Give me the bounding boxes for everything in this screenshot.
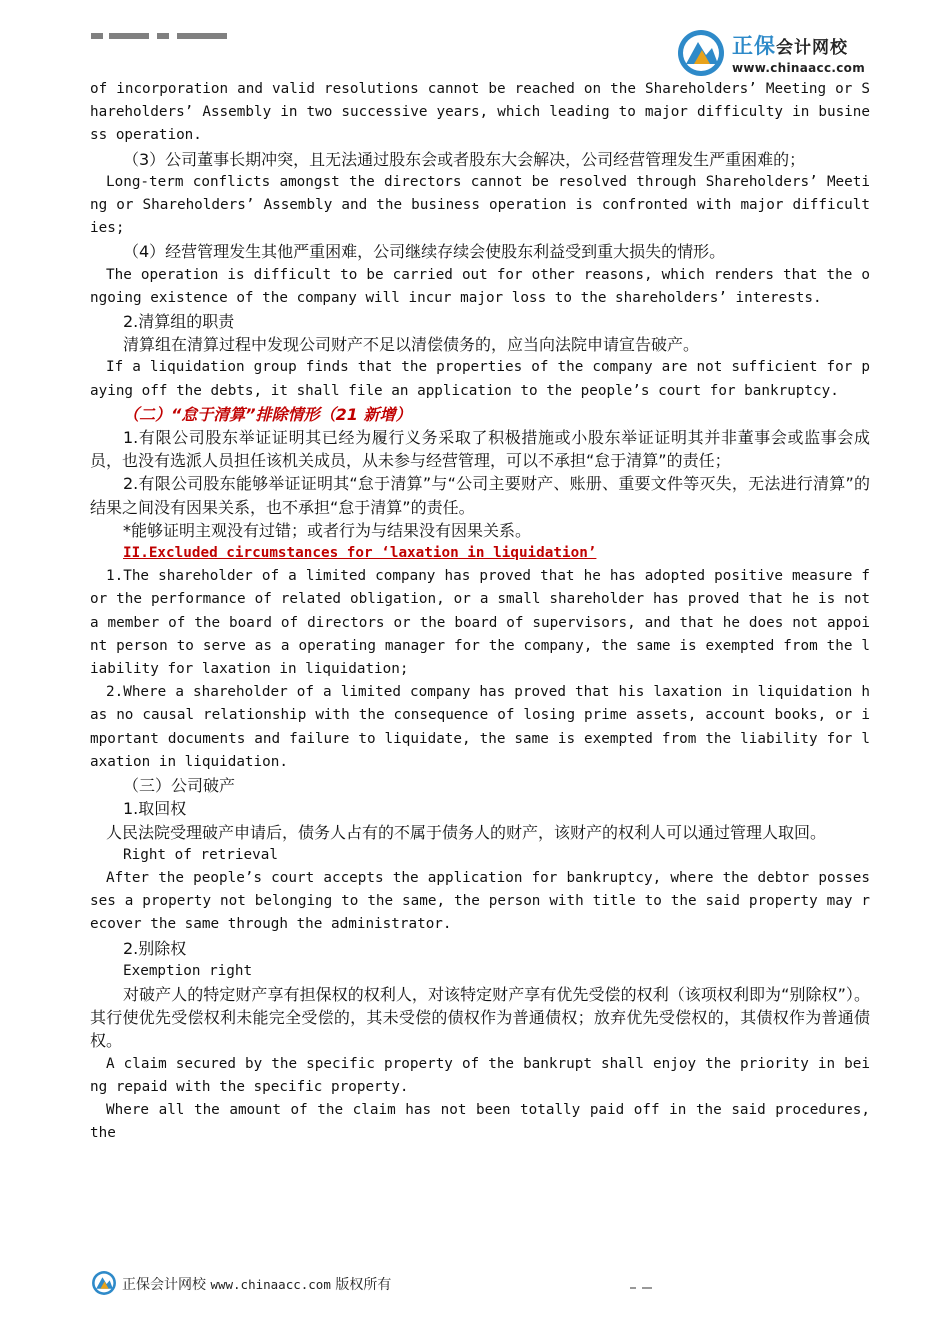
paragraph: The operation is difficult to be carried out for other reasons, which renders that the ongoing existence of the company will incur major loss to the shareholders’ interests. <box>90 266 870 306</box>
section-heading: 2.清算组的职责 <box>123 312 235 332</box>
section-heading: 1.取回权 <box>123 799 187 819</box>
paragraph: 对破产人的特定财产享有担保权的权利人，对该特定财产享有优先受偿的权利（该项权利即为“别除权”）。其行使优先受偿权利未能完全受偿的，其未受偿的债权作为普通债权；放弃优先受偿权的，其债权作为普通债权。 <box>90 984 870 1051</box>
paragraph: of incorporation and valid resolutions cannot be reached on the Shareholders’ Meeting or Shareholders’ Assembly in two successive years, which leading to major difficulty in business operation. <box>90 81 870 144</box>
section-heading: （三）公司破产 <box>123 776 236 796</box>
paragraph: Long-term conflicts amongst the directors cannot be resolved through Shareholders’ Meeting or Shareholders’ Assembly and the business operation is confronted with major difficulties; <box>90 173 870 237</box>
footer-brand: 正保会计网校 <box>122 1277 206 1293</box>
paragraph: After the people’s court accepts the application for bankruptcy, where the debtor possesses a property not belonging to the same, the person with title to the said property may recover the same through the administrator. <box>90 869 870 933</box>
brand-url: www.chinaacc.com <box>732 61 866 75</box>
paragraph: A claim secured by the specific property of the bankrupt shall enjoy the priority in being repaid with the specific property. <box>90 1055 870 1095</box>
brand-logo-icon <box>676 28 726 78</box>
section-heading: （二）“怠于清算”排除情形（21 新增） <box>123 404 412 424</box>
paragraph: 2.有限公司股东能够举证证明其“怠于清算”与“公司主要财产、账册、重要文件等灭失，无法进行清算”的结果之间没有因果关系，也不承担“怠于清算”的责任。 <box>90 474 870 517</box>
section-heading: II.Excluded circumstances for ‘laxation in liquidation’ <box>123 545 597 562</box>
document-body <box>90 78 870 1145</box>
paragraph: （3）公司董事长期冲突，且无法通过股东会或者股东大会解决，公司经营管理发生严重困难的； <box>123 149 806 169</box>
brand-name: 正保会计网校 <box>732 34 848 58</box>
paragraph: 1.有限公司股东举证证明其已经为履行义务采取了积极措施或小股东举证证明其并非董事会或监事会成员，也没有选派人员担任该机关成员，从未参与经营管理，可以不承担“怠于清算”的责任； <box>90 428 870 471</box>
brand-logo-icon <box>91 1270 117 1296</box>
section-heading: Exemption right <box>123 962 253 979</box>
note: *能够证明主观没有过错；或者行为与结果没有因果关系。 <box>123 520 532 540</box>
section-heading: Right of retrieval <box>123 846 278 863</box>
paragraph: Where all the amount of the claim has not been totally paid off in the said procedures, the <box>90 1101 870 1142</box>
paragraph: 人民法院受理破产申请后，债务人占有的不属于债务人的财产，该财产的权利人可以通过管理人取回。 <box>106 822 827 842</box>
page-number-mark <box>630 1284 660 1292</box>
paragraph: If a liquidation group finds that the properties of the company are not sufficient for paying off the debts, it shall file an application to the people’s court for bankruptcy. <box>90 359 870 399</box>
brand-logo[interactable] <box>676 28 886 80</box>
paragraph: 2.Where a shareholder of a limited company has proved that his laxation in liquidation has no causal relationship with the consequence of losing prime assets, account books, or important documents and failure to liquidate, the same is exempted from the liability for laxation in liquidation. <box>90 684 870 770</box>
paragraph: （4）经营管理发生其他严重困难，公司继续存续会使股东利益受到重大损失的情形。 <box>123 242 726 262</box>
paragraph: 1.The shareholder of a limited company has proved that he has adopted positive measure for the performance of related obligation, or a small shareholder has proved that he is not a member of the board of directors or the board of supervisors, and that he does not appoint person to serve as a operating manager for the company, the same is exempted from the liability for laxation in liquidation; <box>90 568 870 678</box>
footer-url[interactable]: www.chinaacc.com <box>210 1277 331 1292</box>
section-heading: 2.别除权 <box>123 938 187 958</box>
footer-rights: 版权所有 <box>335 1277 392 1293</box>
running-header <box>91 24 251 44</box>
paragraph: 清算组在清算过程中发现公司财产不足以清偿债务的，应当向法院申请宣告破产。 <box>123 335 700 355</box>
